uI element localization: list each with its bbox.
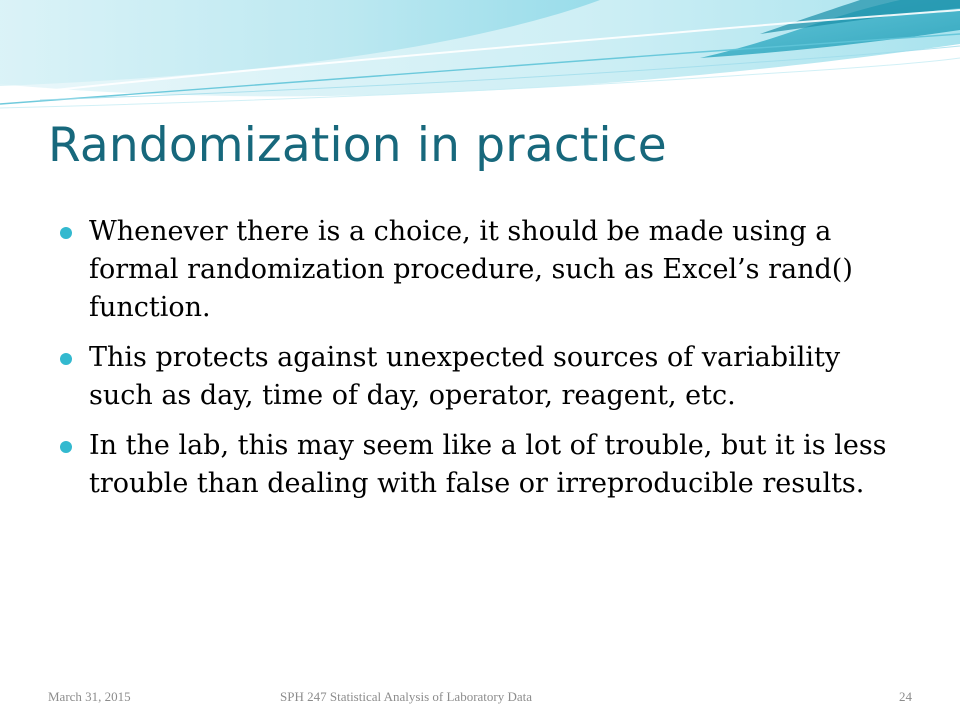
slide-title: Randomization in practice (48, 118, 667, 173)
footer-date: March 31, 2015 (48, 689, 131, 704)
bullet-item (58, 213, 908, 327)
bullet-dot-icon (60, 227, 72, 239)
slide-footer (0, 689, 960, 709)
footer-course-title: SPH 247 Statistical Analysis of Laboratory Data (280, 689, 533, 704)
wave-header-decoration (0, 0, 960, 120)
bullet-dot-icon (60, 353, 72, 365)
bullet-item (58, 339, 908, 415)
bullet-text: In the lab, this may seem like a lot of trouble, but it is less trouble than dealing with false or irreproducible results. (89, 430, 887, 499)
bullet-text: This protects against unexpected sources of variability such as day, time of day, operator, reagent, etc. (89, 342, 841, 411)
bullet-text: Whenever there is a choice, it should be made using a formal randomization procedure, such as Excel’s rand() function. (89, 216, 853, 323)
bullet-item (58, 427, 908, 503)
bullet-list (58, 213, 908, 515)
bullet-dot-icon (60, 441, 72, 453)
footer-page-number: 24 (899, 689, 912, 704)
